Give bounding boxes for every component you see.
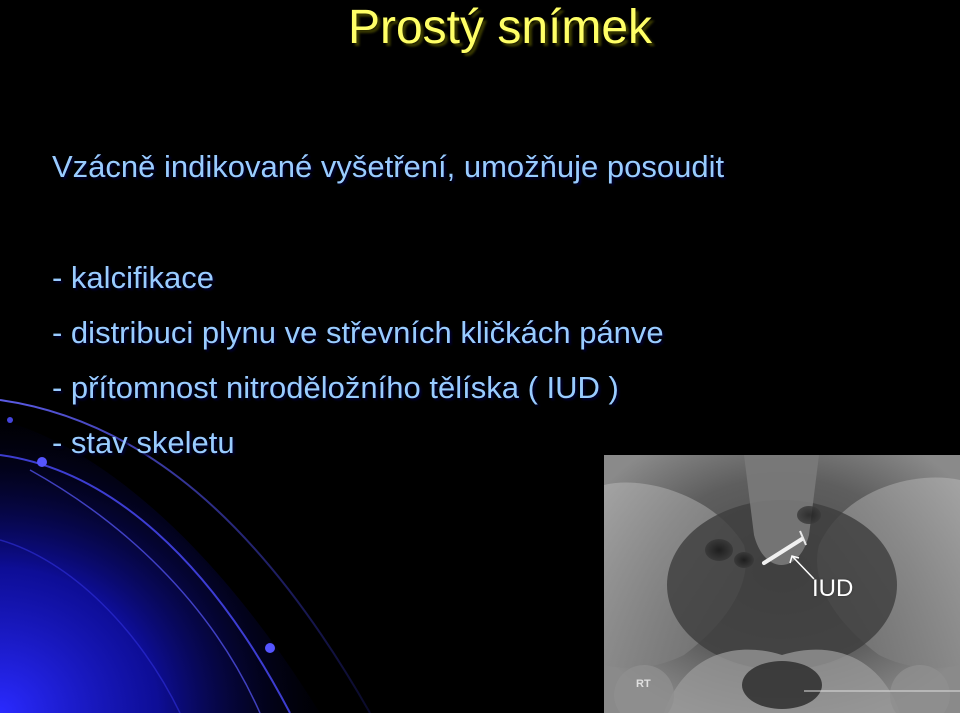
slide-title: Prostý snímek (347, 1, 653, 54)
bullet-item: - stav skeletu (52, 425, 235, 460)
decor-dot (265, 643, 275, 653)
bullet-item: - přítomnost nitroděložního tělíska ( IUD ) (52, 370, 619, 405)
intro-text: Vzácně indikované vyšetření, umožňuje posoudit (52, 149, 725, 184)
pelvic-xray-image (604, 455, 960, 713)
xray-corner-marker: RT (636, 678, 651, 690)
bullet-item: - distribuci plynu ve střevních kličkách pánve (52, 315, 664, 350)
iud-annotation-label: IUD (812, 575, 854, 602)
decor-dot (37, 457, 47, 467)
decor-dot (7, 417, 13, 423)
bullet-item: - kalcifikace (52, 260, 214, 295)
